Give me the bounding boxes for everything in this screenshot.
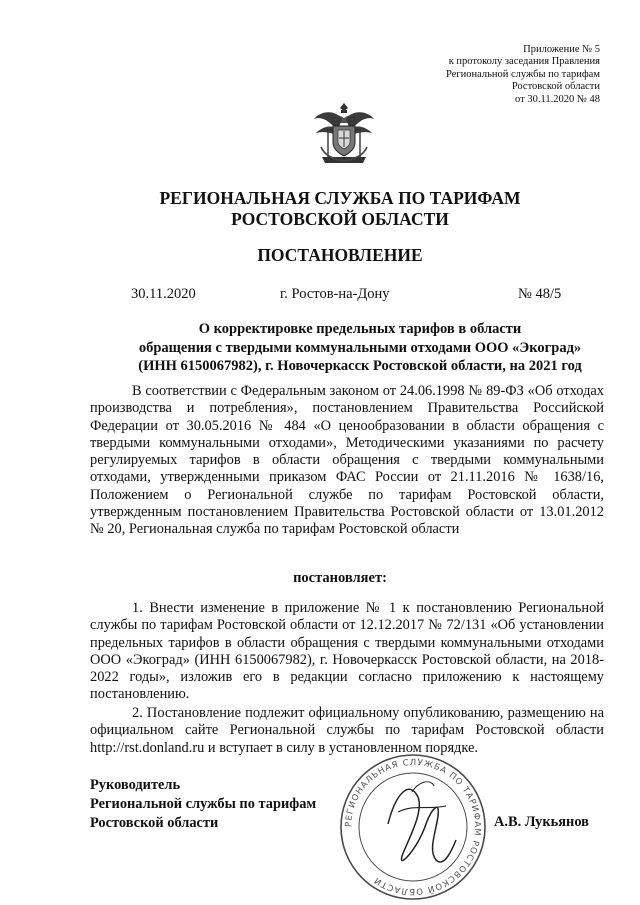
signer-title-line: Ростовской области [90, 815, 219, 831]
signer-name: А.В. Лукьянов [494, 814, 589, 830]
signer-block [90, 776, 316, 833]
preamble-paragraph: В соответствии с Федеральным законом от 24.06.1998 № 89-ФЗ «Об отходах производства и потребления», постановлением Правительства Российской Федерации от 30.05.2016 № 484 «О ценообразовании в области обращения с твердыми коммунальными отходами», Методическими указаниями по расчету регулируемых тарифов в области обращения с твердыми коммунальными отходами, утвержденными приказом ФАС России от 21.11.2016 № 1638/16, Положением о Региональной службе по тарифам Ростовской области, утвержденным постановлением Правительства Ростовской области от 13.01.2012 № 20, Региональная служба по тарифам Ростовской области [90, 383, 604, 538]
coat-of-arms-icon [309, 99, 379, 169]
appendix-line: Приложение № 5 [523, 44, 600, 55]
svg-text:РЕГИОНАЛЬНАЯ СЛУЖБА ПО ТАРИФАМ [344, 758, 482, 896]
document-place: г. Ростов-на-Дону [280, 286, 390, 302]
org-title-line: РЕГИОНАЛЬНАЯ СЛУЖБА ПО ТАРИФАМ [159, 188, 521, 208]
document-date: 30.11.2020 [131, 286, 196, 302]
appendix-line: к протоколу заседания Правления [448, 56, 600, 68]
org-title-line: РОСТОВСКОЙ ОБЛАСТИ [231, 209, 449, 229]
subject-line: (ИНН 6150067982), г. Новочеркасск Ростовской области, на 2021 год [138, 358, 582, 374]
resolution-item: 1. Внести изменение в приложение № 1 к постановлению Региональной службы по тарифам Ростовской области от 12.12.2017 № 72/131 «Об установлении предельных тарифов в области обращения с твердыми коммунальными отходами ООО «Экоград» (ИНН 6150067982), г. Новочеркасск Ростовской области, на 2018-2022 годы», изложив его в редакции согласно приложению к настоящему постановлению. [90, 600, 604, 703]
appendix-line: от 30.11.2020 № 48 [515, 93, 600, 105]
appendix-line: Региональной службы по тарифам [445, 68, 600, 80]
document-number: № 48/5 [518, 286, 562, 302]
resolution-item: 2. Постановление подлежит официальному опубликованию, размещению на официальном сайте Региональной службы по тарифам Ростовской области http://rst.donland.ru и вступает в силу в установленном порядке. [90, 705, 604, 756]
document-subject [80, 320, 640, 376]
org-title [40, 188, 640, 230]
official-seal-stamp [328, 752, 498, 902]
signer-title-line: Региональной службы по тарифам [90, 796, 317, 812]
document-type: ПОСТАНОВЛЕНИЕ [257, 245, 423, 265]
subject-line: О корректировке предельных тарифов в области [198, 321, 522, 337]
signer-title-line: Руководитель [90, 777, 181, 793]
stamp-text: РЕГИОНАЛЬНАЯ СЛУЖБА ПО ТАРИФАМ РОСТОВСКОЙ ОБЛАСТИ [343, 757, 483, 897]
subject-line: обращения с твердыми коммунальными отходами ООО «Экоград» [138, 339, 582, 356]
appendix-note [446, 44, 600, 106]
decision-word: постановляет: [293, 570, 387, 586]
appendix-line: Ростовской области [511, 81, 600, 93]
